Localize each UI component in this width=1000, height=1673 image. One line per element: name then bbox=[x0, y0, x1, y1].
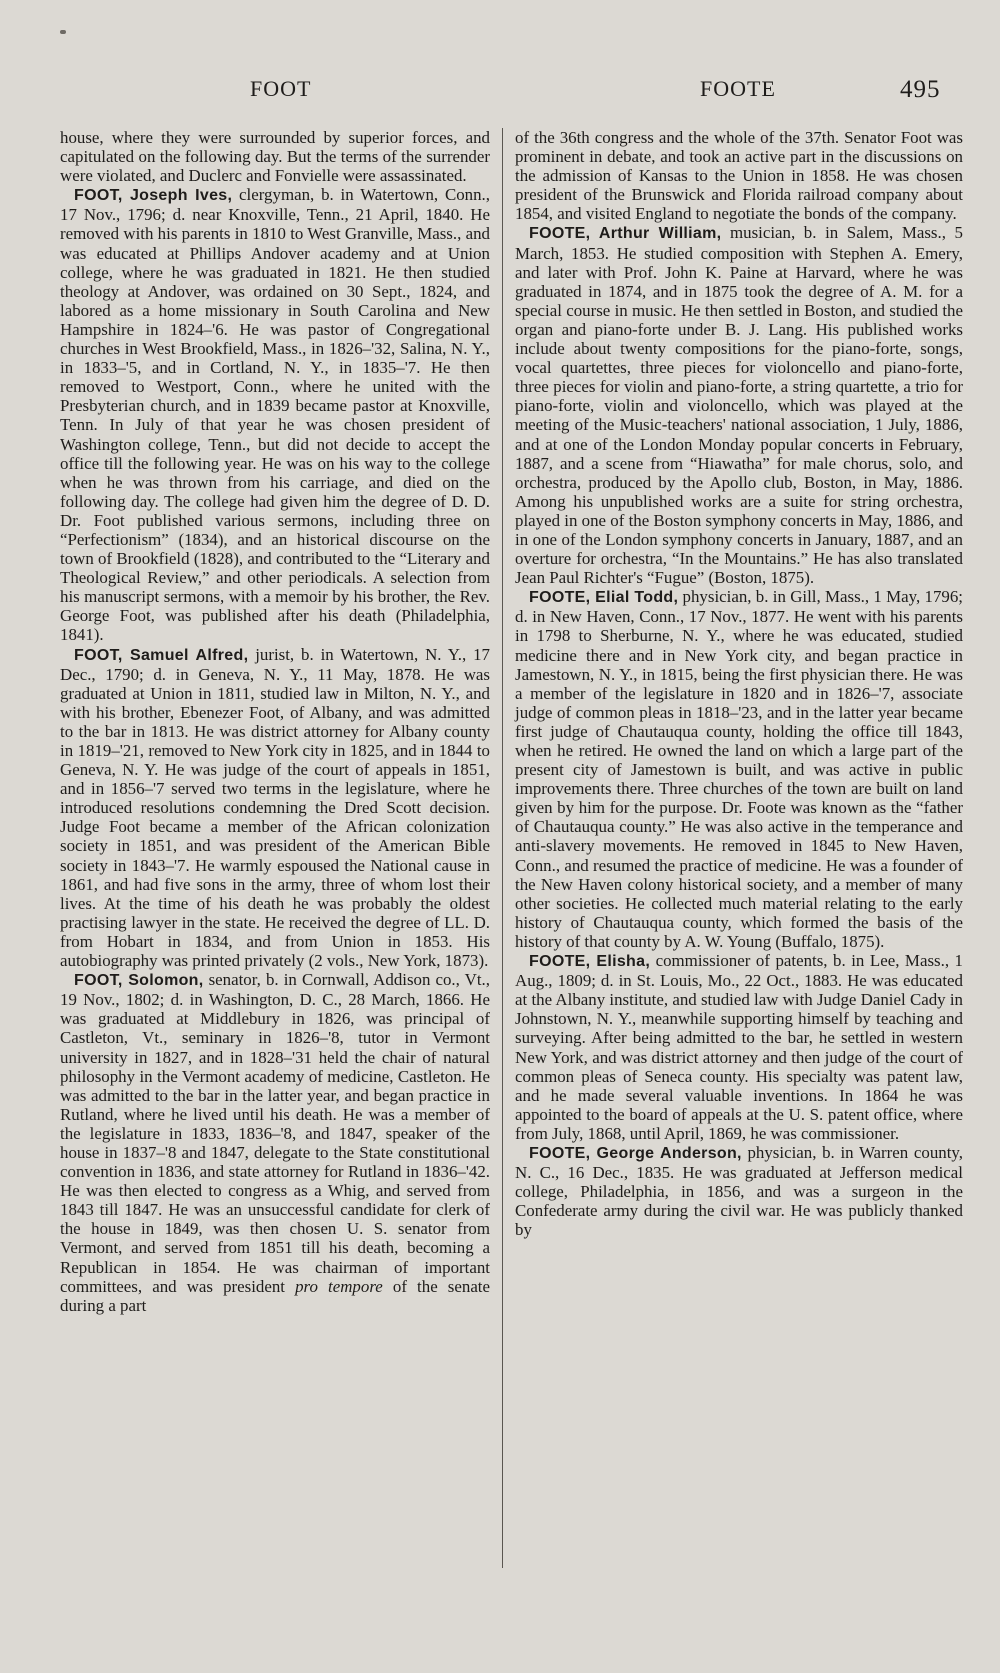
column-divider bbox=[502, 128, 503, 1568]
running-head-right: FOOTE bbox=[700, 76, 776, 101]
right-column bbox=[515, 128, 963, 1239]
entry-text: physician, b. in Warren county, N. C., 16 Dec., 1835. He was graduated at Jefferson medical college, Philadelphia, in 1856, and was a surgeon in the Confederate army during the civil war. He was publicly thanked by bbox=[515, 1142, 963, 1240]
entry-text: jurist, b. in Watertown, N. Y., 17 Dec., 1790; d. in Geneva, N. Y., 11 May, 1878. He was graduated at Union in 1811, studied law in Milton, N. Y., and with his brother, Ebenezer Foot, of Albany, and was admitted to the bar in 1813. He was district attorney for Albany county in 1819–'21, removed to New York city in 1825, and in 1844 to Geneva, N. Y. He was judge of the court of appeals in 1851, and in 1856–'7 served two terms in the legislature, where he introduced resolutions condemning the Dred Scott decision. Judge Foot became a member of the African colonization society in 1851, and was president of the American Bible society in 1843–'7. He warmly espoused the National cause in 1861, and had five sons in the army, three of whom lost their lives. At the time of his death he was probably the oldest practising lawyer in the state. He received the degree of LL. D. from Hobart in 1834, and from Union in 1853. His autobiography was printed privately (2 vols., New York, 1873). bbox=[60, 644, 490, 971]
entry-headword: FOOT, Solomon, bbox=[74, 972, 204, 990]
entry-samuel-alfred-foot bbox=[60, 645, 490, 971]
entry-joseph-ives-foot bbox=[60, 185, 490, 644]
entry-headword: FOOTE, George Anderson, bbox=[529, 1144, 742, 1162]
entry-solomon-foot bbox=[60, 970, 490, 1315]
entry-elial-todd-foote bbox=[515, 587, 963, 951]
entry-headword: FOOTE, Elial Todd, bbox=[529, 589, 679, 607]
continued-paragraph: house, where they were surrounded by superior forces, and capitulated on the following day. But the terms of the surrender were violated, and Duclerc and Fonvielle were assassinated. bbox=[60, 128, 490, 186]
entry-text: physician, b. in Gill, Mass., 1 May, 1796; d. in New Haven, Conn., 17 Nov., 1877. He went with his parents in 1798 to Sherburne, N. Y., where he was educated, studied medicine there and in New York city, and began practice in Jamestown, N. Y., in 1815, being the first physician there. He was a member of the legislature in 1820 and in 1826–'7, associate judge of common pleas in 1818–'23, and in the latter year became first judge of Chautauqua county, holding the office till 1843, when he retired. He owned the land on which a large part of the present city of Jamestown is built, and was active in public improvements there. Three churches of the town are built on land given by him for the purpose. Dr. Foote was known as the “father of Chautauqua county.” He was also active in the temperance and anti-slavery movements. He removed in 1845 to New Haven, Conn., and resumed the practice of medicine. He was a founder of the New Haven colony historical society, and a member of many other societies. He collected much material relating to the early history of Chautauqua county, which formed the basis of the history of that county by A. W. Young (Buffalo, 1875). bbox=[515, 587, 963, 951]
entry-text: senator, b. in Cornwall, Addison co., Vt., 19 Nov., 1802; d. in Washington, D. C., 28 March, 1866. He was graduated at Middlebury in 1826, was principal of Castleton, Vt., seminary in 1826–'8, tutor in Vermont university in 1827, and in 1828–'31 held the chair of natural philosophy in the Vermont academy of medicine, Castleton. He was admitted to the bar in the latter year, and began practice in Rutland, where he lived until his death. He was a member of the legislature in 1833, 1836–'8, and 1847, speaker of the house in 1837–'8 and 1847, delegate to the State constitutional convention in 1836, and state attorney for Rutland in 1836–'42. He was then elected to congress as a Whig, and served from 1843 till 1847. He was an unsuccessful candidate for clerk of the house in 1849, was then chosen U. S. senator from Vermont, and served from 1851 till his death, becoming a Republican in 1854. He was chairman of important committees, and was president bbox=[60, 970, 490, 1296]
entry-headword: FOOTE, Arthur William, bbox=[529, 225, 722, 243]
entry-text: commissioner of patents, b. in Lee, Mass., 1 Aug., 1809; d. in St. Louis, Mo., 22 Oct., 1883. He was educated at the Albany institute, and studied law with Judge Daniel Cady in Johnstown, N. Y., meanwhile supporting himself by teaching and surveying. After being admitted to the bar, he settled in western New York, and was district attorney and then judge of the court of common pleas of Seneca county. His specialty was patent law, and he made several valuable inventions. In 1864 he was appointed to the board of appeals at the U. S. patent office, where from July, 1868, until April, 1869, he was commissioner. bbox=[515, 951, 963, 1143]
page-number: 495 bbox=[900, 76, 941, 103]
print-smudge bbox=[60, 30, 66, 34]
entry-italic-phrase: pro tempore bbox=[295, 1276, 383, 1296]
entry-headword: FOOTE, Elisha, bbox=[529, 953, 651, 971]
entry-headword: FOOT, Samuel Alfred, bbox=[74, 646, 249, 664]
entry-headword: FOOT, Joseph Ives, bbox=[74, 187, 233, 205]
continued-paragraph: of the 36th congress and the whole of the 37th. Senator Foot was prominent in debate, and took an active part in the discussions on the admission of Kansas to the Union in 1858. He was chosen president of the Brunswick and Florida railroad company about 1854, and visited England to negotiate the bonds of the company. bbox=[515, 128, 963, 224]
running-head bbox=[0, 72, 1000, 112]
entry-text: clergyman, b. in Watertown, Conn., 17 Nov., 1796; d. near Knoxville, Tenn., 21 April, 1840. He removed with his parents in 1810 to West Granville, Mass., and was educated at Phillips Andover academy and at Union college, where he was graduated in 1821. He then studied theology at Andover, was ordained on 30 Sept., 1824, and labored as a home missionary in South Carolina and New Hampshire in 1824–'6. He was pastor of Congregational churches in West Brookfield, Mass., in 1826–'32, Salina, N. Y., in 1833–'5, and in Cortland, N. Y., in 1835–'7. He then removed to Westport, Conn., where he united with the Presbyterian church, and in 1839 became pastor at Knoxville, Tenn. In July of that year he was chosen president of Washington college, Tenn., but did not decide to accept the office till the following year. He was on his way to the college when he was thrown from his carriage, and died on the following day. The college had given him the degree of D. D. Dr. Foot published various sermons, including three on “Perfectionism” (1834), and an historical discourse on the town of Brookfield (1828), and contributed to the “Literary and Theological Review,” and other periodicals. A selection from his manuscript sermons, with a memoir by his brother, the Rev. George Foot, was published after his death (Philadelphia, 1841). bbox=[60, 185, 490, 645]
entry-george-anderson-foote bbox=[515, 1143, 963, 1239]
entry-text-tail: of the senate during a part bbox=[60, 1276, 491, 1315]
entry-elisha-foote bbox=[515, 951, 963, 1143]
running-head-left: FOOT bbox=[250, 76, 312, 101]
entry-text: musician, b. in Salem, Mass., 5 March, 1853. He studied composition with Stephen A. Emery, and later with Prof. John K. Paine at Harvard, where he was graduated in 1874, and in 1875 took the degree of A. M. for a special course in music. He then settled in Boston, and studied the organ and piano-forte under B. J. Lang. His published works include about twenty compositions for the piano-forte, songs, vocal quartettes, three pieces for violoncello and piano-forte, three pieces for violin and piano-forte, a string quartette, a trio for piano-forte, violin and violoncello, which was played at the meeting of the Music-teachers' national association, 1 July, 1886, and at one of the London Monday popular concerts in February, 1887, and a scene from “Hiawatha” for male chorus, solo, and orchestra, produced by the Apollo club, Boston, in May, 1886. Among his unpublished works are a suite for string orchestra, played in one of the Boston symphony concerts in May, 1886, and in one of the London symphony concerts in January, 1887, and an overture for orchestra, “In the Mountains.” He has also translated Jean Paul Richter's “Fugue” (Boston, 1875). bbox=[515, 223, 963, 588]
left-column bbox=[60, 128, 490, 1315]
entry-arthur-william-foote bbox=[515, 223, 963, 587]
